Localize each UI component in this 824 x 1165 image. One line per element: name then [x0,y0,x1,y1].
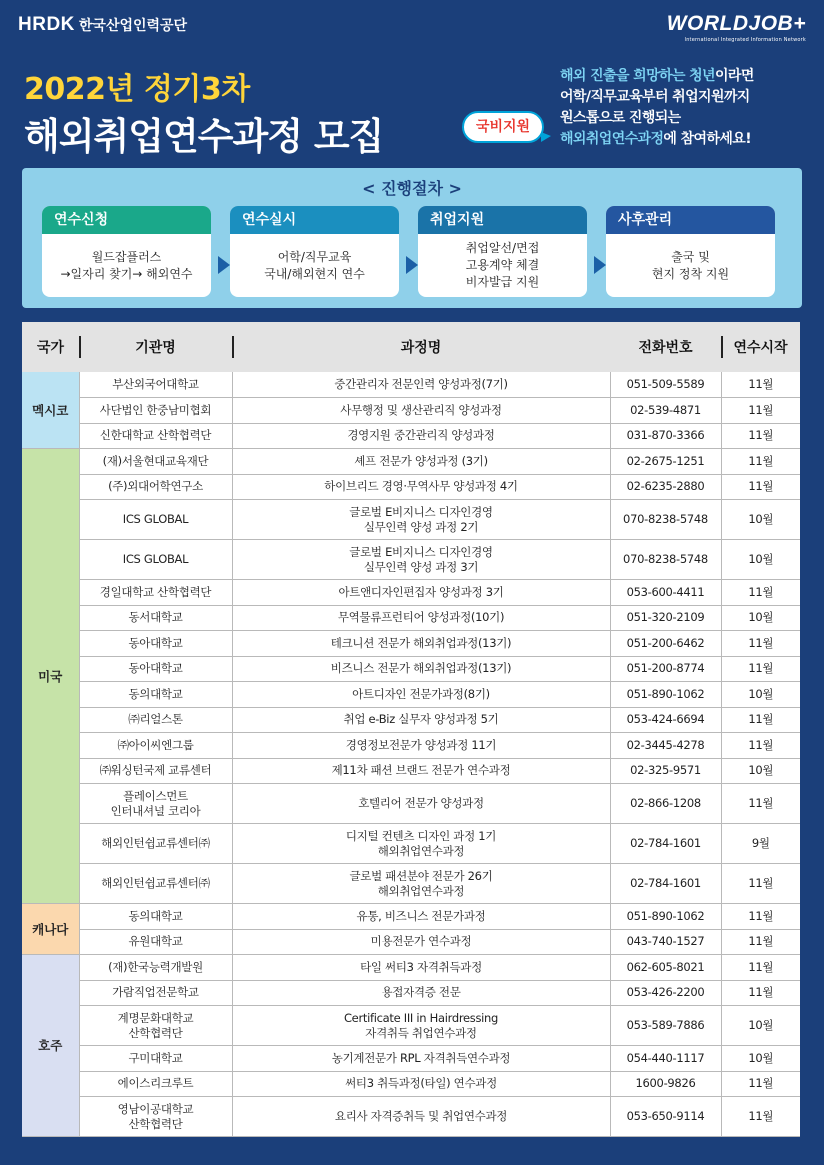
start-month-cell: 11월 [721,955,800,981]
start-month-cell: 11월 [721,1071,800,1097]
organization-name: 플레이스먼트 [123,788,188,803]
process-arrow-icon [594,256,606,274]
phone-cell: 051-890-1062 [610,904,721,930]
start-month-cell: 10월 [721,540,800,580]
organization-cell [79,423,232,449]
organization-name-line2: 산학협력단 [128,1116,183,1131]
phone-cell: 053-424-6694 [610,707,721,733]
phone-cell: 051-200-8774 [610,656,721,682]
step-line: 어학/직무교육 [277,249,352,264]
step-title: 연수신청 [42,206,211,234]
table-header-row [22,322,800,372]
course-name: 유통, 비즈니스 전문가과정 [356,908,486,923]
phone-cell: 02-539-4871 [610,398,721,424]
course-name: 호텔리어 전문가 양성과정 [358,796,484,810]
start-month-cell: 11월 [721,631,800,657]
organization-name: ㈜리얼스톤 [128,712,183,727]
organization-cell [79,904,232,930]
intro-line3: 원스톱으로 진행되는 [560,110,681,126]
organization-name: (재)한국능력개발원 [108,959,203,974]
course-name-line2: 실무인력 양성 과정 3기 [363,559,479,574]
phone-cell: 054-440-1117 [610,1046,721,1072]
table-row [22,631,800,657]
course-cell [232,1006,610,1046]
course-name: 타일 써티3 자격취득과정 [360,959,482,974]
step-description [230,234,399,297]
phone-cell: 1600-9826 [610,1071,721,1097]
course-cell [232,784,610,824]
start-month-cell: 11월 [721,1097,800,1137]
course-name: 글로벌 E비지니스 디자인경영 [349,504,493,519]
course-name: 용접자격증 전문 [381,985,461,1000]
phone-cell: 051-320-2109 [610,605,721,631]
funding-badge: 국비지원 [462,111,544,143]
start-month-cell: 11월 [721,929,800,955]
phone-cell: 053-600-4411 [610,580,721,606]
course-name: 농기계전문가 RPL 자격취득연수과정 [331,1050,511,1065]
table-row [22,929,800,955]
phone-cell: 053-426-2200 [610,980,721,1006]
phone-cell: 02-866-1208 [610,784,721,824]
course-name: 디지털 컨텐츠 디자인 과정 1기 [345,828,497,843]
phone-cell: 051-509-5589 [610,372,721,398]
start-month-cell: 10월 [721,500,800,540]
organization-name: 가람직업전문학교 [112,985,199,1000]
course-name: 아트디자인 전문가과정(8기) [352,686,490,701]
course-name: 하이브리드 경영·무역사무 양성과정 4기 [324,479,518,494]
process-step-job-support [418,206,587,297]
course-cell [232,733,610,759]
organization-name: (재)서울현대교육재단 [102,453,209,468]
organization-name: ICS GLOBAL [122,552,189,566]
table-row [22,1071,800,1097]
course-cell [232,423,610,449]
intro-line4-rest: 에 참여하세요! [663,131,752,147]
course-cell [232,980,610,1006]
intro-highlight-2: 해외취업연수과정 [560,131,664,147]
start-month-cell: 10월 [721,605,800,631]
start-month-cell: 11월 [721,904,800,930]
course-cell [232,398,610,424]
step-line: →일자리 찾기→ 해외연수 [60,266,193,281]
table-row [22,864,800,904]
course-cell [232,864,610,904]
course-cell [232,682,610,708]
step-line: 출국 및 [671,249,710,264]
organization-name: (주)외대어학연구소 [108,479,203,494]
course-cell [232,605,610,631]
course-name-line2: 해외취업연수과정 [377,883,465,898]
start-month-cell: 10월 [721,758,800,784]
course-name: 경영지원 중간관리직 양성과정 [347,428,495,443]
organization-cell [79,1006,232,1046]
course-name: 사무행정 및 생산관리직 양성과정 [340,402,502,417]
course-name: 테크니션 전문가 해외취업과정(13기) [330,635,512,650]
phone-cell: 02-6235-2880 [610,474,721,500]
table-row [22,824,800,864]
start-month-cell: 10월 [721,1006,800,1046]
organization-name: 해외인턴쉽교류센터㈜ [101,876,210,890]
table-row [22,682,800,708]
header-start: 연수시작 [721,322,800,372]
organization-cell [79,631,232,657]
organization-name: 사단법인 한중남미협회 [99,402,212,417]
organization-cell [79,682,232,708]
start-month-cell: 11월 [721,449,800,475]
worldjob-logo-name: WORLDJOB+ [666,12,806,35]
course-name: 써티3 취득과정(타일) 연수과정 [345,1076,497,1091]
organization-name: 동의대학교 [128,686,183,701]
phone-cell: 02-2675-1251 [610,449,721,475]
organization-cell [79,1071,232,1097]
organization-name: 동의대학교 [128,908,183,923]
course-cell [232,1046,610,1072]
organization-cell [79,500,232,540]
course-name: 미용전문가 연수과정 [370,934,472,949]
process-arrow-icon [218,256,230,274]
table-row [22,980,800,1006]
organization-cell [79,580,232,606]
start-month-cell: 11월 [721,398,800,424]
course-cell [232,631,610,657]
course-cell [232,824,610,864]
table-row [22,449,800,475]
hrdk-logo-mark: HRDK [18,14,75,35]
phone-cell: 031-870-3366 [610,423,721,449]
process-panel [22,168,802,308]
table-row [22,372,800,398]
course-cell [232,1071,610,1097]
start-month-cell: 11월 [721,707,800,733]
course-name: 제11차 패션 브랜드 전문가 연수과정 [331,763,511,778]
start-month-cell: 10월 [721,1046,800,1072]
organization-cell [79,398,232,424]
course-name: 요리사 자격증취득 및 취업연수과정 [334,1109,508,1123]
step-description [606,234,775,297]
country-cell: 멕시코 [22,372,79,449]
phone-cell: 02-325-9571 [610,758,721,784]
organization-cell [79,864,232,904]
phone-cell: 02-784-1601 [610,864,721,904]
phone-cell: 051-890-1062 [610,682,721,708]
process-title: < 진행절차 > [362,179,462,198]
step-description [418,234,587,297]
country-cell: 호주 [22,955,79,1137]
organization-cell [79,540,232,580]
organization-name: 경일대학교 산학협력단 [99,584,212,599]
course-name-line2: 해외취업연수과정 [377,843,465,858]
course-cell [232,449,610,475]
course-cell [232,474,610,500]
table-row [22,580,800,606]
table-row [22,540,800,580]
table-row [22,904,800,930]
phone-cell: 070-8238-5748 [610,500,721,540]
organization-name: 해외인턴쉽교류센터㈜ [101,836,210,850]
intro-line2: 어학/직무교육부터 취업지원까지 [560,89,750,105]
organization-cell [79,372,232,398]
course-name: 무역물류프런티어 양성과정(10기) [337,610,505,625]
step-line: 취업알선/면접 [465,241,540,255]
course-cell [232,372,610,398]
organization-name: ㈜아이씨엔그룹 [117,737,194,752]
organization-name: ㈜워싱턴국제 교류센터 [99,763,212,778]
step-line: 월드잡플러스 [91,249,162,264]
phone-cell: 070-8238-5748 [610,540,721,580]
course-cell [232,707,610,733]
start-month-cell: 11월 [721,474,800,500]
organization-name-line2: 인터내셔널 코리아 [110,803,201,818]
course-cell [232,540,610,580]
process-arrow-icon [406,256,418,274]
step-title: 취업지원 [418,206,587,234]
organization-name-line2: 산학협력단 [128,1025,183,1040]
hrdk-org-name: 한국산업인력공단 [78,18,188,34]
organization-cell [79,1046,232,1072]
organization-cell [79,784,232,824]
table-row [22,605,800,631]
table-row [22,500,800,540]
organization-cell [79,656,232,682]
table-row [22,784,800,824]
start-month-cell: 11월 [721,784,800,824]
table-row [22,1097,800,1137]
organization-name: 유원대학교 [128,934,183,949]
start-month-cell: 11월 [721,580,800,606]
course-cell [232,758,610,784]
start-month-cell: 11월 [721,980,800,1006]
course-table-container [22,322,800,1137]
table-row [22,398,800,424]
course-name: 글로벌 패션분야 전문가 26기 [349,868,493,883]
header-phone: 전화번호 [610,322,721,372]
intro-line1-rest: 이라면 [715,68,754,84]
step-line: 국내/해외현지 연수 [264,266,365,281]
organization-cell [79,929,232,955]
process-step-aftercare [606,206,775,297]
course-table [22,322,800,1137]
table-row [22,1006,800,1046]
course-cell [232,580,610,606]
table-row [22,707,800,733]
course-name-line2: 자격취득 취업연수과정 [365,1025,477,1040]
country-cell: 캐나다 [22,904,79,955]
course-name: 아트앤디자인편집자 양성과정 3기 [338,584,504,599]
organization-name: ICS GLOBAL [122,512,189,526]
step-title: 사후관리 [606,206,775,234]
header-country: 국가 [22,322,79,372]
start-month-cell: 9월 [721,824,800,864]
course-name: Certificate III in Hairdressing [343,1010,499,1025]
step-line: 고용계약 체결 [465,258,540,272]
country-cell: 미국 [22,449,79,904]
course-name: 비즈니스 전문가 해외취업과정(13기) [330,661,512,676]
worldjob-logo [667,12,806,43]
organization-name: 계명문화대학교 [117,1010,194,1025]
header-organization: 기관명 [79,322,232,372]
table-row [22,758,800,784]
course-name: 경영정보전문가 양성과정 11기 [345,737,497,752]
table-row [22,1046,800,1072]
course-name: 취업 e-Biz 실무자 양성과정 5기 [343,712,499,727]
step-line: 비자발급 지원 [465,275,540,289]
organization-cell [79,449,232,475]
phone-cell: 02-3445-4278 [610,733,721,759]
organization-name: 동아대학교 [128,635,183,650]
table-row [22,423,800,449]
course-cell [232,1097,610,1137]
phone-cell: 062-605-8021 [610,955,721,981]
organization-name: 구미대학교 [128,1050,183,1065]
start-month-cell: 11월 [721,656,800,682]
start-month-cell: 10월 [721,682,800,708]
organization-name: 부산외국어대학교 [112,377,199,391]
table-row [22,474,800,500]
organization-cell [79,733,232,759]
process-step-apply [42,206,211,297]
process-step-training [230,206,399,297]
phone-cell: 043-740-1527 [610,929,721,955]
course-cell [232,500,610,540]
table-row [22,955,800,981]
organization-cell [79,980,232,1006]
course-name-line2: 실무인력 양성 과정 2기 [363,519,479,534]
intro-highlight-1: 해외 진출을 희망하는 청년 [560,68,715,84]
course-cell [232,955,610,981]
start-month-cell: 11월 [721,372,800,398]
start-month-cell: 11월 [721,733,800,759]
phone-cell: 053-589-7886 [610,1006,721,1046]
organization-cell [79,1097,232,1137]
worldjob-logo-subtitle: International Integrated Information Network [684,37,806,43]
course-cell [232,929,610,955]
organization-name: 동아대학교 [128,661,183,676]
organization-name: 에이스리크루트 [117,1076,194,1091]
hrdk-logo [18,14,187,36]
organization-cell [79,955,232,981]
organization-cell [79,605,232,631]
organization-name: 신한대학교 산학협력단 [99,428,212,443]
page-title-line2: 해외취업연수과정 모집 [24,115,384,158]
table-row [22,733,800,759]
step-line: 현지 정착 지원 [651,266,730,281]
organization-cell [79,824,232,864]
table-body [22,372,800,1137]
header-course: 과정명 [232,322,610,372]
course-name: 셰프 전문가 양성과정 (3기) [354,453,488,468]
step-title: 연수실시 [230,206,399,234]
organization-cell [79,758,232,784]
start-month-cell: 11월 [721,423,800,449]
organization-name: 동서대학교 [128,610,183,625]
phone-cell: 051-200-6462 [610,631,721,657]
course-name: 글로벌 E비지니스 디자인경영 [349,544,493,559]
intro-text [560,66,816,150]
course-cell [232,904,610,930]
course-name: 중간관리자 전문인력 양성과정(7기) [334,377,508,391]
organization-cell [79,707,232,733]
organization-name: 영남이공대학교 [117,1101,194,1116]
start-month-cell: 11월 [721,864,800,904]
page-title-line1: 2022년 정기3차 [24,72,250,107]
organization-cell [79,474,232,500]
table-row [22,656,800,682]
phone-cell: 053-650-9114 [610,1097,721,1137]
phone-cell: 02-784-1601 [610,824,721,864]
course-cell [232,656,610,682]
step-description [42,234,211,297]
